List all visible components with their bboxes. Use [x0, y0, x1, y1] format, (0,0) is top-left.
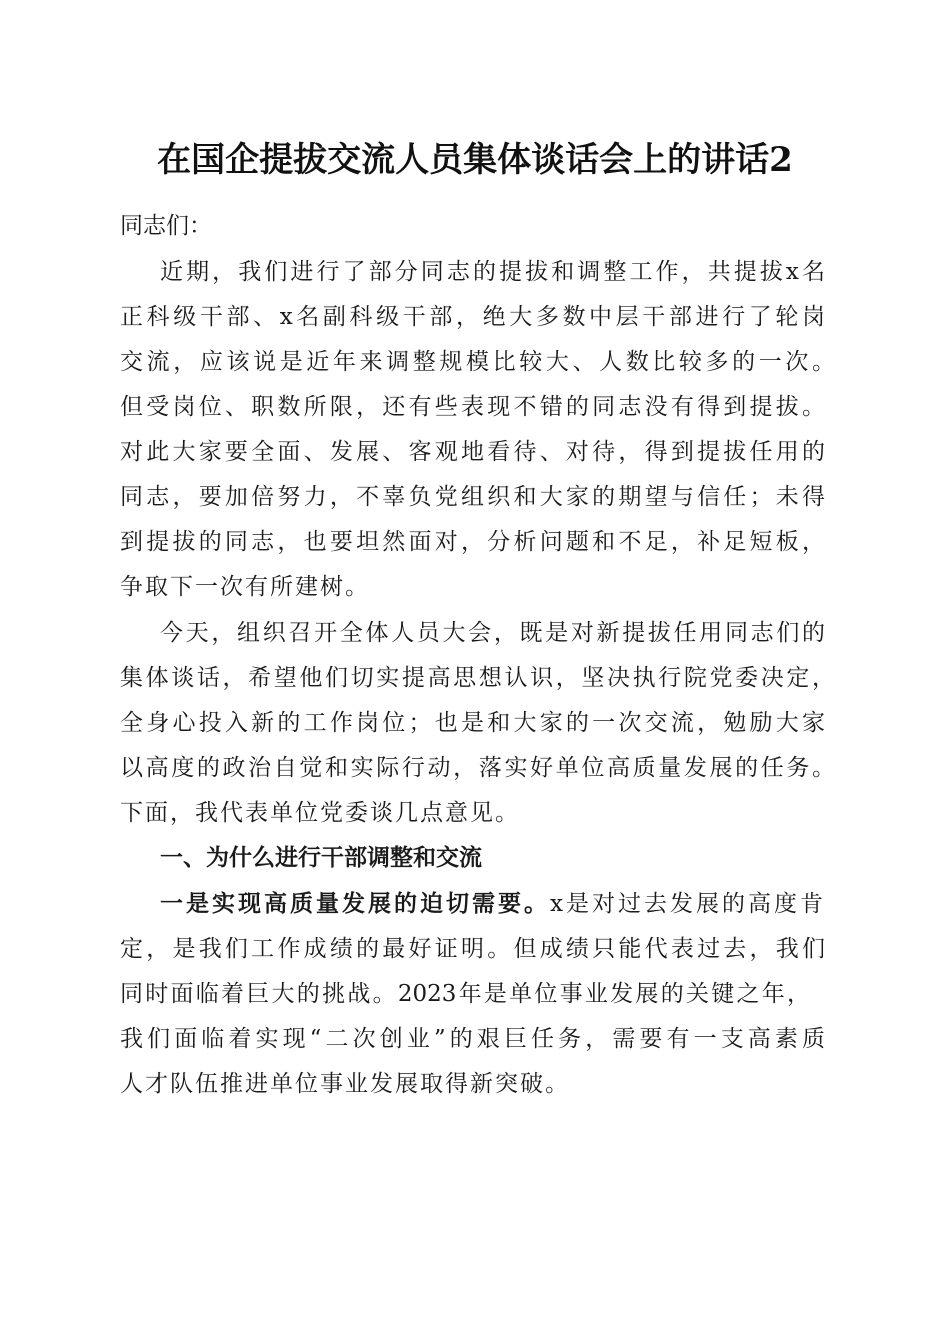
paragraph3-line-5: 人才队伍推进单位事业发展取得新突破。 — [120, 1071, 570, 1097]
paragraph1-line-5: 对此大家要全面、发展、客观地看待、对待，得到提拔任用的 — [120, 439, 825, 465]
paragraph1-line-6: 同志，要加倍努力，不辜负党组织和大家的期望与信任；未得 — [120, 484, 825, 510]
paragraph1-line-3: 交流，应该说是近年来调整规模比较大、人数比较多的一次。 — [120, 349, 835, 375]
paragraph2-line-3: 全身心投入新的工作岗位；也是和大家的一次交流，勉励大家 — [120, 710, 825, 736]
paragraph1-line-8: 争取下一次有所建树。 — [120, 574, 370, 600]
paragraph1-line-2: 正科级干部、x名副科级干部，绝大多数中层干部进行了轮岗 — [120, 304, 825, 330]
paragraph2-line-2: 集体谈话，希望他们切实提高思想认识，坚决执行院党委决定， — [120, 665, 835, 691]
document-title: 在国企提拔交流人员集体谈话会上的讲话2 — [157, 140, 793, 180]
paragraph2-line-5: 下面，我代表单位党委谈几点意见。 — [120, 800, 520, 826]
paragraph2-line-1: 今天，组织召开全体人员大会，既是对新提拔任用同志们的 — [160, 620, 825, 646]
paragraph3-line-2: 定，是我们工作成绩的最好证明。但成绩只能代表过去，我们 — [120, 936, 825, 962]
paragraph1-line-4: 但受岗位、职数所限，还有些表现不错的同志没有得到提拔。 — [120, 394, 825, 420]
paragraph2-line-4: 以高度的政治自觉和实际行动，落实好单位高质量发展的任务。 — [120, 755, 835, 781]
paragraph3-lead: 一是实现高质量发展的迫切需要。 — [160, 890, 550, 917]
paragraph3-line-1 — [160, 889, 830, 919]
paragraph1-line-1: 近期，我们进行了部分同志的提拔和调整工作，共提拔x名 — [160, 259, 825, 285]
paragraph3-line-3: 同时面临着巨大的挑战。2023年是单位事业发展的关键之年， — [120, 981, 810, 1007]
salutation: 同志们： — [120, 213, 212, 239]
paragraph3-line-4: 我们面临着实现“二次创业”的艰巨任务，需要有一支高素质 — [120, 1026, 825, 1052]
paragraph3-line-1-text: x是对过去发展的高度肯 — [550, 891, 826, 917]
section1-heading: 一、为什么进行干部调整和交流 — [160, 845, 482, 871]
paragraph1-line-7: 到提拔的同志，也要坦然面对，分析问题和不足，补足短板， — [120, 529, 825, 555]
